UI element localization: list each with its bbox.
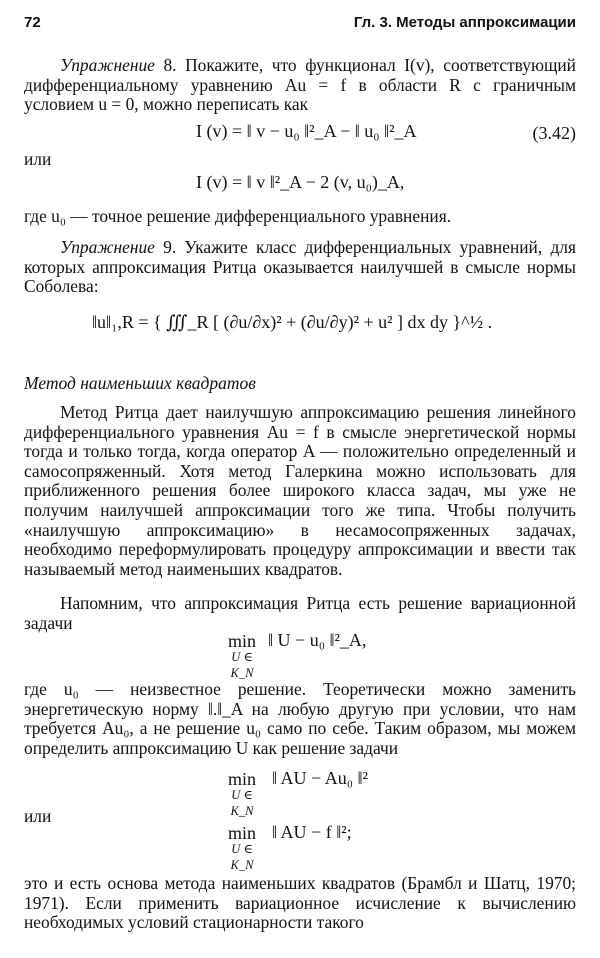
min-label: min <box>227 823 256 843</box>
min-subscript: U ∈ K_N <box>230 842 254 872</box>
min-subscript: U ∈ K_N <box>230 650 254 680</box>
paragraph-least-squares: это и есть основа метода наименьших квадратов (Брамбл и Шатц, 1970; 1971). Если применить вариационное исчисление к вычислению необходимых условий стационарности такого <box>24 873 576 933</box>
equation-3-42: I (v) = ‖ v − u₀ ‖²_A − ‖ u₀ ‖²_A <box>196 121 417 141</box>
min-operator-1 <box>222 633 262 681</box>
equation-number: (3.42) <box>532 123 576 143</box>
paragraph-ritz-method: Метод Ритца дает наилучшую аппроксимацию решения линейного дифференциального уравнения Au = f в смысле энергетической нормы тогда и только тогда, когда оператор A — положительно определенный и самосопряженный. Хотя метод Галеркина можно использовать для приближенного решения более широкого класса задач, мы уже не получим наилучшей аппроксимации того же типа. Чтобы получить «наилучшую аппроксимацию» в несамосопряженных задачах, необходимо переформулировать процедуру аппроксимации и ввести так называемый метод наименьших квадратов. <box>24 402 576 579</box>
or-text-2: или <box>24 806 52 826</box>
running-header <box>24 14 576 36</box>
min-label: min <box>227 769 256 789</box>
exercise-9-label: Упражнение <box>60 237 155 257</box>
exercise-9-text: 9. Укажите класс дифференциальных уравнений, для которых аппроксимация Ритца оказывается наилучшей в смысле нормы Соболева: <box>24 237 576 297</box>
paragraph-recall-ritz: Напомним, что аппроксимация Ритца есть решение вариационной задачи <box>24 593 576 633</box>
min-expression-2: ‖ AU − Au₀ ‖² <box>272 768 368 788</box>
exercise-8-label: Упражнение <box>60 55 155 75</box>
exercise-9-paragraph <box>24 238 576 297</box>
paragraph-unknown-solution: где u₀ — неизвестное решение. Теоретически можно заменить энергетическую норму ‖.‖_A на любую другую при условии, что нам требуется Au₀, а не решение u₀ само по себе. Таким образом, мы можем определить аппроксимацию U как решение задачи <box>24 679 576 758</box>
page-number: 72 <box>24 14 41 31</box>
min-operator-3 <box>222 825 262 873</box>
chapter-title: Гл. 3. Методы аппроксимации <box>353 14 576 31</box>
min-expression-3: ‖ AU − f ‖²; <box>272 822 352 842</box>
min-label: min <box>227 631 256 651</box>
where-paragraph-1: где u₀ — точное решение дифференциального уравнения. <box>24 206 452 226</box>
min-subscript: U ∈ K_N <box>230 788 254 818</box>
or-text-1: или <box>24 149 52 169</box>
equation-alternative: I (v) = ‖ v ‖²_A − 2 (v, u₀)_A, <box>196 172 405 192</box>
sobolev-norm-formula: ‖u‖₁,R = { ∭_R [ (∂u/∂x)² + (∂u/∂y)² + u² ] dx dy }^½ . <box>92 312 493 332</box>
min-operator-2 <box>222 771 262 819</box>
exercise-8-paragraph <box>24 56 576 115</box>
section-heading: Метод наименьших квадратов <box>24 373 256 393</box>
min-expression-1: ‖ U − u₀ ‖²_A, <box>268 630 367 650</box>
exercise-8-text: 8. Покажите, что функционал I(v), соответствующий дифференциальному уравнению Au = f в области R с граничным условием u = 0, можно переписать как <box>24 55 576 115</box>
